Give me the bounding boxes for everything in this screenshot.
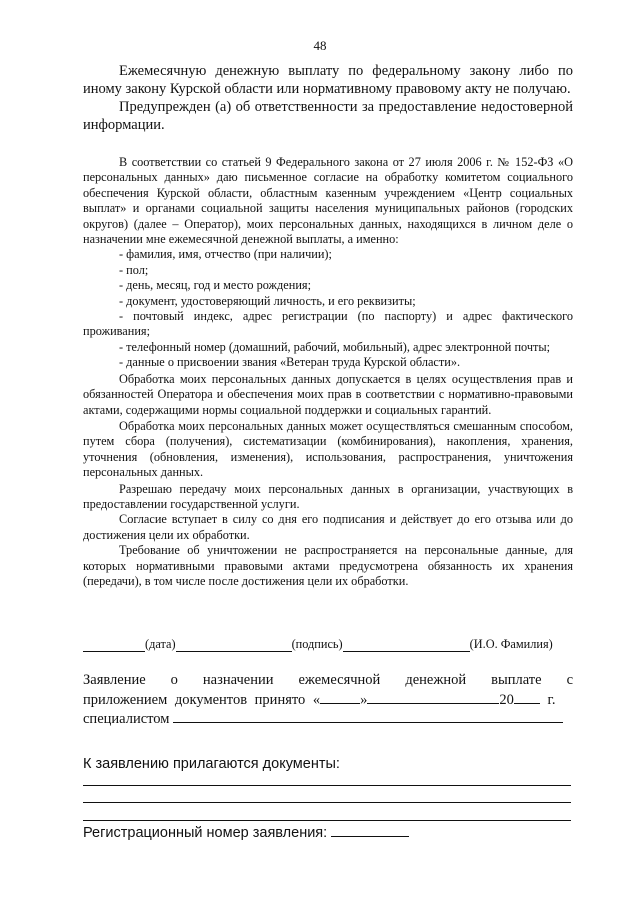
consent-processing-paragraph: Обработка моих персональных данных может осуществляться смешанным способом, путем сбора (получения), систематизации (комбинирования), накопления, хранения, уточнения (обновления, изменения), использования, распространения, уничтожения персональных данных. (83, 418, 573, 480)
consent-main-paragraph: В соответствии со статьей 9 Федерального закона от 27 июля 2006 г. № 152-ФЗ «О персональных данных» даю письменное согласие на обработку комитетом социального обеспечения Курской области, областным казенным учреждением «Центр социальных выплат» и органами социальной защиты населения муниципальных районов (городских округов) (далее – Оператор), моих персональных данных, находящихся в личном деле о назначении мне ежемесячной денежной выплаты, а именно: (83, 155, 573, 247)
date-label: (дата) (145, 637, 176, 651)
consent-transfer-paragraph: Разрешаю передачу моих персональных данных в организации, участвующих в предоставлении государственной услуги. (83, 481, 573, 511)
acceptance-line-1: Заявление о назначении ежемесячной денежной выплате с (83, 672, 573, 688)
acceptance-line-3 (83, 709, 573, 729)
liability-warning: Предупрежден (а) об ответственности за предоставление недостоверной информации. (83, 99, 573, 133)
acceptance-year-field[interactable] (514, 690, 540, 704)
registration-number-field[interactable] (331, 823, 409, 837)
name-label: (И.О. Фамилия) (469, 637, 553, 651)
name-field-line[interactable] (343, 639, 470, 652)
consent-destruction-paragraph: Требование об уничтожении не распространяется на персональные данные, для которых нормативными правовыми актами предусмотрена обязанность их хранения (передачи), в том числе после достижения цели их обработки. (83, 543, 573, 588)
consent-block (83, 155, 573, 589)
consent-validity-paragraph: Согласие вступает в силу со дня его подписания и действует до его отзыва или до достижения цели их обработки. (83, 512, 573, 542)
attachment-line-2[interactable] (83, 802, 571, 803)
acceptance-line-2 (83, 690, 573, 710)
signature-field-line[interactable] (176, 639, 292, 652)
specialist-label: специалистом (83, 711, 170, 727)
intro-block (83, 63, 573, 134)
attachments-heading: К заявлению прилагаются документы: (83, 756, 340, 772)
date-field-line[interactable] (83, 639, 145, 652)
attachment-line-1[interactable] (83, 785, 571, 786)
signature-row (83, 637, 573, 652)
signature-label: (подпись) (291, 637, 343, 651)
consent-item: - документ, удостоверяющий личность, и его реквизиты; (119, 293, 416, 308)
page-number: 48 (313, 38, 327, 53)
consent-item: - данные о присвоении звания «Ветеран труда Курской области». (119, 355, 461, 370)
registration-label: Регистрационный номер заявления: (83, 825, 328, 841)
acceptance-day-field[interactable] (320, 690, 360, 704)
consent-purpose-paragraph: Обработка моих персональных данных допускается в целях осуществления прав и обязанностей Оператора и обеспечения моих прав в соответствии с нормативно-правовыми актами, содержащими нормы социальной поддержки и социальных гарантий. (83, 371, 573, 417)
acceptance-block (83, 671, 573, 729)
specialist-field[interactable] (173, 709, 563, 723)
acceptance-quote-close: » (360, 691, 368, 708)
acceptance-month-field[interactable] (367, 690, 499, 704)
acceptance-year-suffix: г. (547, 691, 556, 708)
consent-item: - фамилия, имя, отчество (при наличии); (119, 247, 332, 262)
consent-item: - день, месяц, год и место рождения; (119, 278, 312, 293)
no-payment-statement: Ежемесячную денежную выплату по федеральному закону либо по иному закону Курской области или нормативному правовому акту не получаю. (83, 63, 573, 97)
acceptance-prefix: приложением документов принято « (83, 691, 321, 708)
registration-row (83, 823, 573, 842)
consent-item: - почтовый индекс, адрес регистрации (по паспорту) и адрес фактического проживания; (83, 309, 573, 339)
acceptance-year-prefix: 20 (499, 691, 514, 708)
consent-item: - телефонный номер (домашний, рабочий, мобильный), адрес электронной почты; (119, 339, 551, 354)
attachment-line-3[interactable] (83, 820, 571, 821)
consent-item: - пол; (119, 262, 149, 277)
